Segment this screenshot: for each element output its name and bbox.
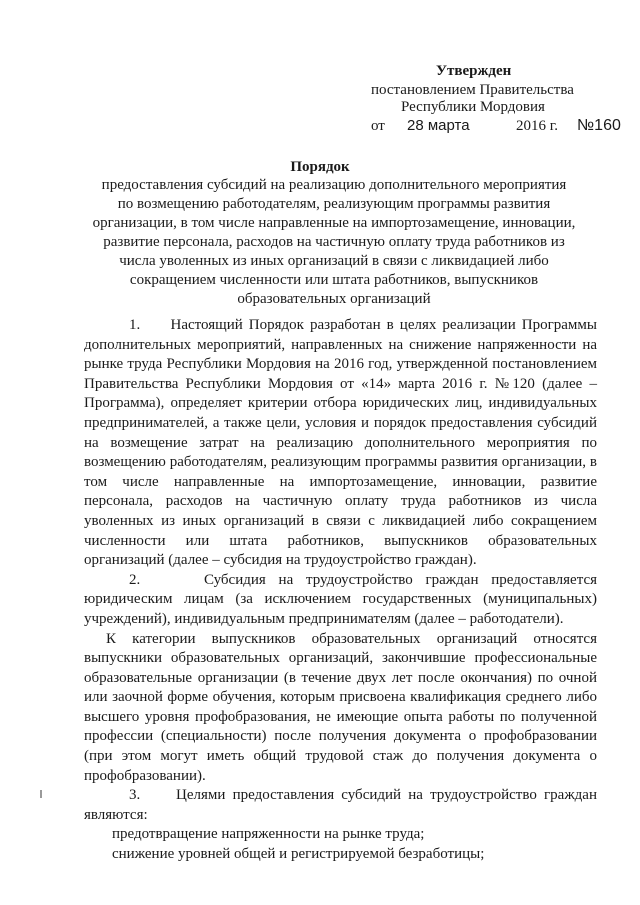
paragraph-graduates: К категории выпускников образовательных организаций относятся выпускники образовательных организаций, закончившие профессиональные образовательные организации (в течение двух лет после окончания) по очной или заочной форме обучения, которым присвоена квалификация среднего либо высшего уровня профобразования, не имеющие опыта работы по полученной профессии (специальности) после получения документа о профобразовании (при этом могут иметь общий трудовой стаж до получения документа о профобразовании).: [84, 630, 597, 784]
paragraph-3: 3. Целями предоставления субсидий на трудоустройство граждан являются:: [84, 787, 597, 823]
document-title: Порядок: [290, 159, 350, 175]
margin-mark: [40, 790, 42, 798]
subtitle-line: предоставления субсидий на реализацию дополнительного мероприятия: [101, 177, 567, 193]
approval-title: Утвержден: [436, 63, 512, 79]
paragraph-2: 2. Субсидия на трудоустройство граждан предоставляется юридическим лицам (за исключением государственных (муниципальных) учреждений), индивидуальным предпринимателям (далее – работодатели).: [84, 571, 597, 627]
paragraph-1: 1. Настоящий Порядок разработан в целях реализации Программы дополнительных мероприятий, направленных на снижение напряженности на рынке труда Республики Мордовия на 2016 год, утвержденной постановлением Правительства Республики Мордовия от «14» марта 2016 г. №120 (далее – Программа), определяет критерии отбора юридических лиц, индивидуальных предпринимателей, а также цели, условия и порядок предоставления субсидий на возмещение затрат на реализацию дополнительного мероприятия по возмещению работодателям, реализующим программы развития организации, в том числе направленные на импортозамещение, инновации, развитие персонала, расходов на частичную оплату труда работников из числа уволенных из иных организаций в связи с ликвидацией либо сокращением численности или штата работников, выпускников образовательных организаций (далее – субсидия на трудоустройство граждан).: [84, 317, 597, 569]
list-item: предотвращение напряженности на рынке труда;: [112, 826, 425, 843]
approval-date-day: 28 марта: [407, 117, 470, 134]
approval-by: постановлением Правительства: [371, 82, 574, 98]
approval-date-year: 2016 г.: [516, 118, 558, 134]
subtitle-line: числа уволенных из иных организаций в связи с ликвидацией либо: [119, 253, 549, 269]
subtitle-line: сокращением численности или штата работников, выпускников: [129, 272, 539, 288]
subtitle-line: по возмещению работодателям, реализующим программы развития: [117, 196, 551, 212]
approval-government: Республики Мордовия: [401, 99, 545, 115]
subtitle-line: организации, в том числе направленные на импортозамещение, инновации,: [92, 215, 576, 231]
approval-date-prefix: от: [371, 118, 385, 134]
subtitle-line: развитие персонала, расходов на частичную оплату труда работников из: [103, 234, 565, 250]
list-item: снижение уровней общей и регистрируемой безработицы;: [112, 846, 485, 863]
document-body: [84, 316, 597, 865]
approval-number: №160: [577, 117, 621, 134]
subtitle-line: образовательных организаций: [237, 291, 431, 307]
